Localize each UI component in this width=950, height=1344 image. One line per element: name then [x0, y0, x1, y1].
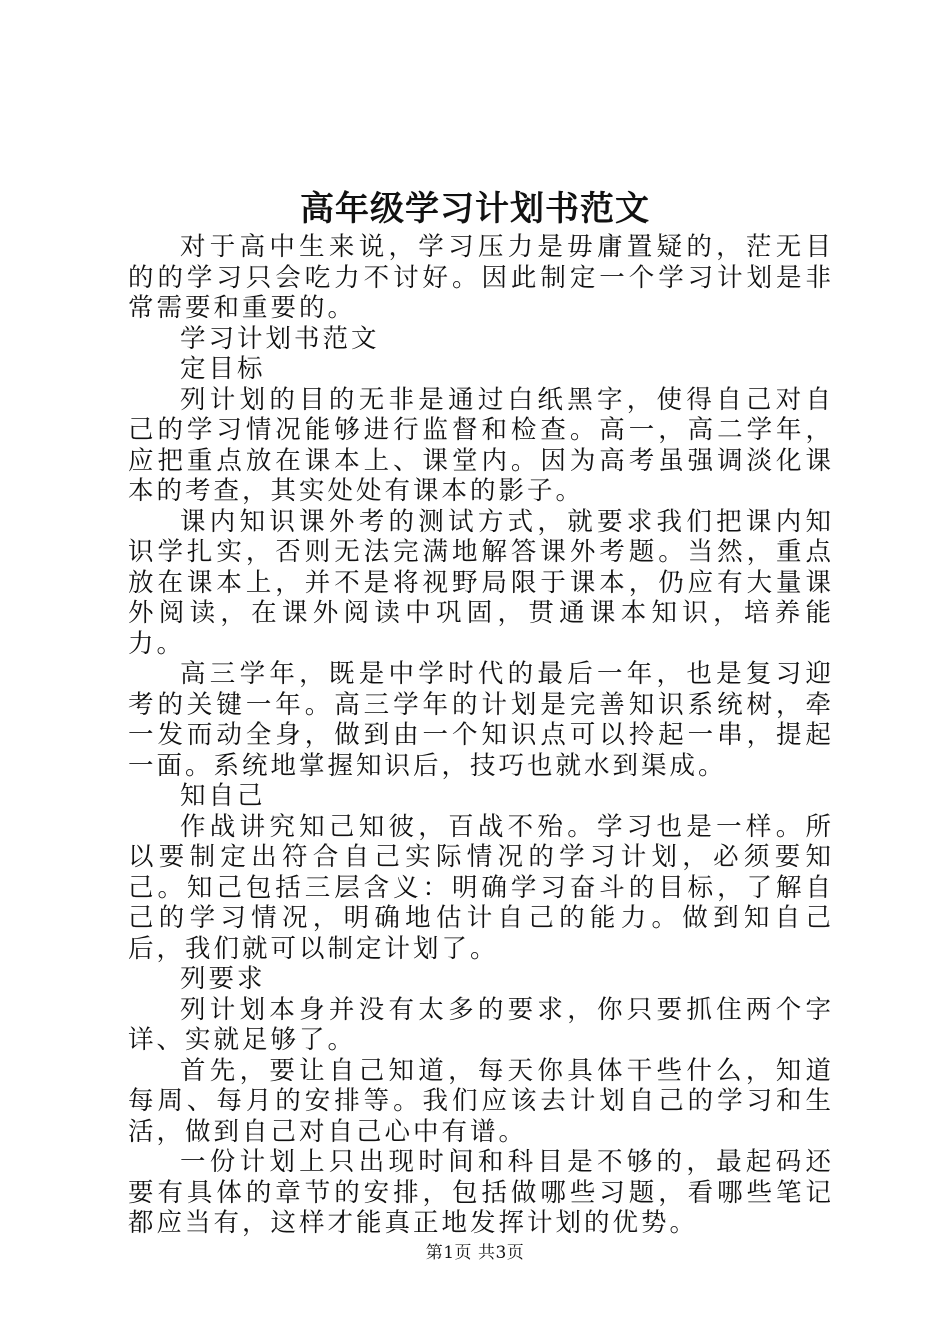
- page-footer: 第1页 共3页: [425, 1243, 525, 1263]
- section-heading-set-goals: 定目标: [180, 354, 266, 384]
- paragraph-goals-1: 列计划的目的无非是通过白纸黑字，使得自己对自己的学习情况能够进行监督和检查。高一，高二学年，应把重点放在课本上、课堂内。因为高考虽强调淡化课本的考查，其实处处有课本的影子。: [128, 384, 834, 506]
- document-title: 高年级学习计划书范文: [300, 189, 650, 229]
- section-heading-know-yourself: 知自己: [180, 781, 266, 811]
- paragraph-know-yourself: 作战讲究知己知彼，百战不殆。学习也是一样。所以要制定出符合自己实际情况的学习计划，必须要知己。知己包括三层含义：明确学习奋斗的目标，了解自己的学习情况，明确地估计自己的能力。做到知自己后，我们就可以制定计划了。: [128, 811, 834, 964]
- section-heading-sample: 学习计划书范文: [180, 323, 380, 354]
- paragraph-goals-2: 课内知识课外考的测试方式，就要求我们把课内知识学扎实，否则无法完满地解答课外考题。当然，重点放在课本上，并不是将视野局限于课本，仍应有大量课外阅读，在课外阅读中巩固，贯通课本知识，培养能力。: [128, 506, 834, 659]
- paragraph-intro: 对于高中生来说，学习压力是毋庸置疑的，茫无目的的学习只会吃力不讨好。因此制定一个学习计划是非常需要和重要的。: [128, 232, 834, 323]
- section-heading-requirements: 列要求: [180, 964, 266, 994]
- document-body: [128, 232, 834, 1239]
- paragraph-requirements-1: 列计划本身并没有太多的要求，你只要抓住两个字详、实就足够了。: [128, 994, 834, 1055]
- paragraph-requirements-3: 一份计划上只出现时间和科目是不够的，最起码还要有具体的章节的安排，包括做哪些习题，看哪些笔记都应当有，这样才能真正地发挥计划的优势。: [128, 1147, 834, 1238]
- paragraph-requirements-2: 首先，要让自己知道，每天你具体干些什么，知道每周、每月的安排等。我们应该去计划自己的学习和生活，做到自己对自己心中有谱。: [128, 1055, 834, 1147]
- paragraph-goals-3: 高三学年，既是中学时代的最后一年，也是复习迎考的关键一年。高三学年的计划是完善知识系统树，牵一发而动全身，做到由一个知识点可以拎起一串，提起一面。系统地掌握知识后，技巧也就水到渠成。: [128, 659, 834, 781]
